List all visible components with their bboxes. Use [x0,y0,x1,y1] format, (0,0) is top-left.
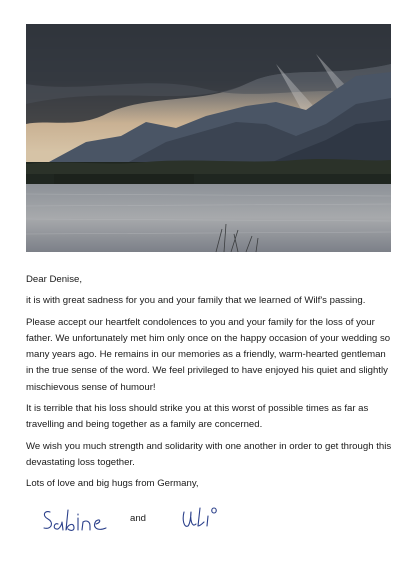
mountain-lake-image [26,24,391,252]
paragraph-2: Please accept our heartfelt condolences to you and your family for the loss of your father. We unfortunately met him only once on the happy occasion of your wedding so many years ago. He remains in our memories as a friendly, warm-hearted gentleman in the true sense of the word. We feel privileged to have enjoyed his quiet and slightly mischievous sense of humour! [26,316,391,393]
closing: Lots of love and big hugs from Germany, [26,478,199,490]
signature-joiner: and [130,513,147,524]
paragraph-3: It is terrible that his loss should strike you at this worst of possible times as far as travelling and being together as a family are concerned. [26,403,369,431]
landscape-photo [26,24,391,252]
signature-row [26,500,392,540]
salutation: Dear Denise, [26,274,82,285]
paragraph-1: it is with great sadness for you and your family that we learned of Wilf's passing. [26,295,366,307]
signature-uli [176,502,226,534]
paragraph-4: We wish you much strength and solidarity with one another in order to get through this devastating loss together. [26,440,392,468]
signature-sabine [40,504,122,536]
letter-body [26,272,392,498]
